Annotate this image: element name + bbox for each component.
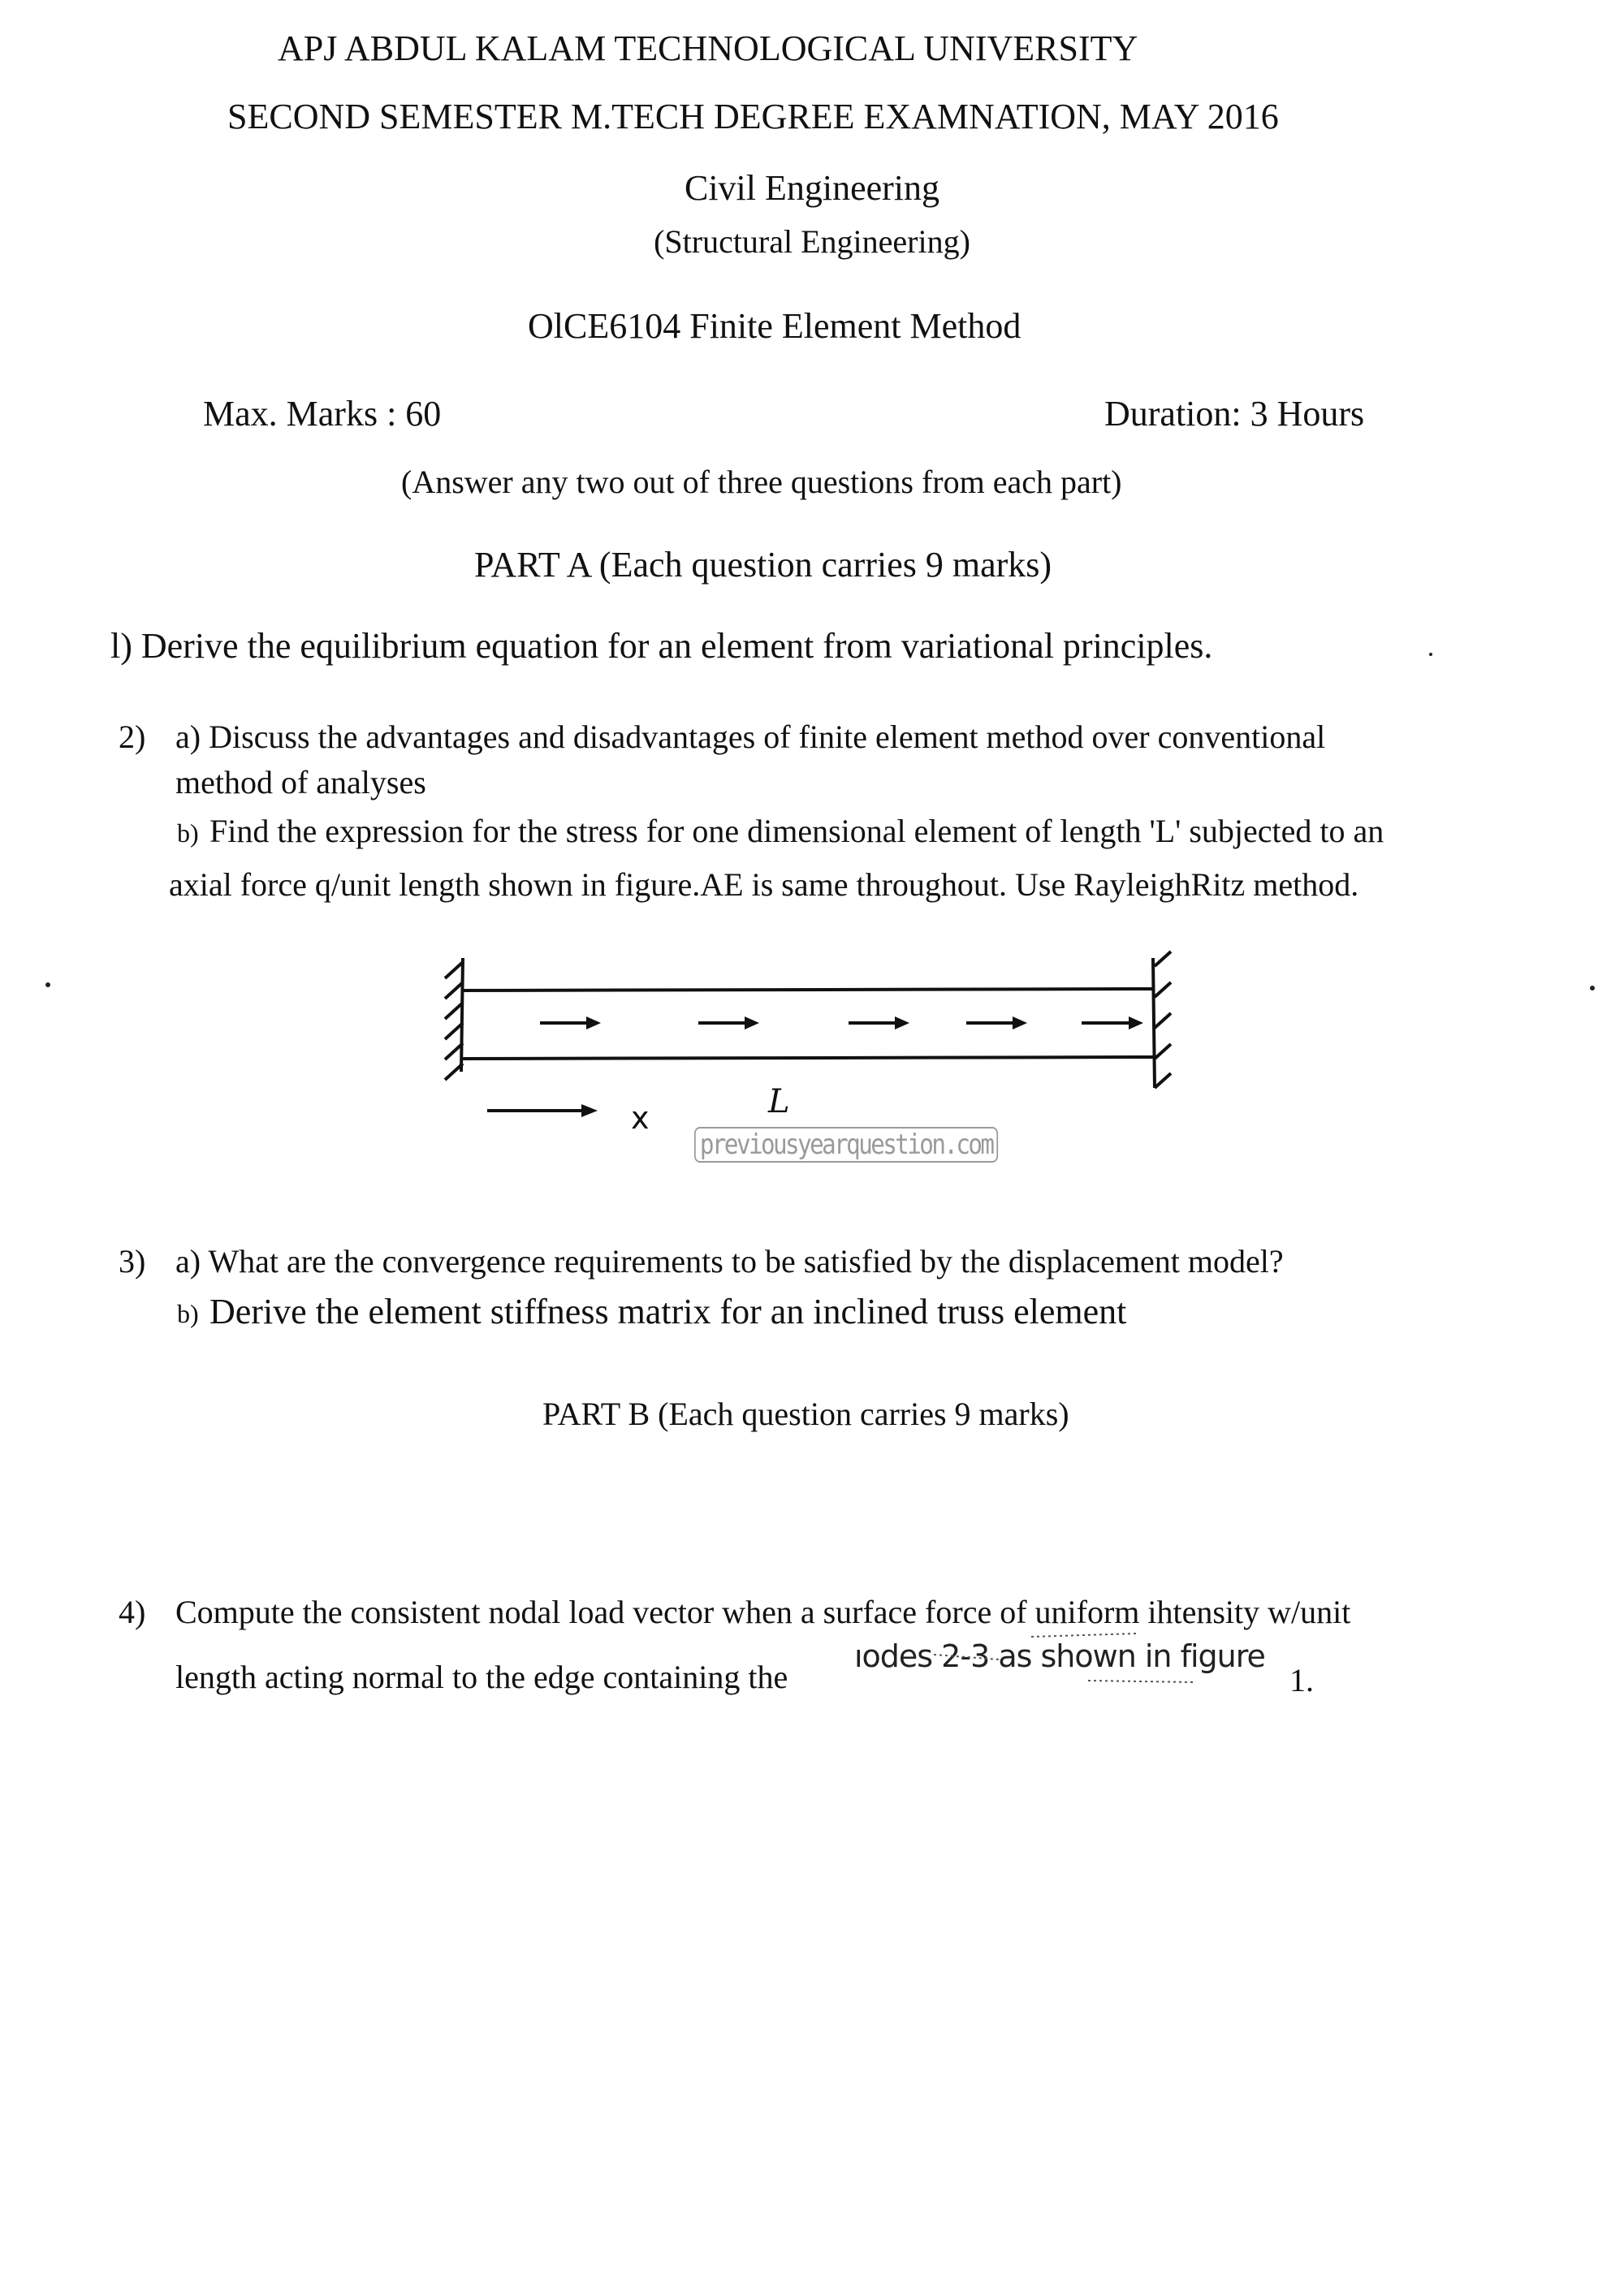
question-4-number: 4) xyxy=(119,1594,146,1630)
scan-noise xyxy=(926,1630,1283,1687)
max-marks: Max. Marks : 60 xyxy=(203,394,442,434)
bar-bottom-edge xyxy=(461,1057,1155,1059)
part-a-title: PART A (Each question carries 9 marks) xyxy=(474,545,1052,585)
stray-dot xyxy=(1429,653,1432,656)
question-2b-line1: Find the expression for the stress for one dimensional element of length 'L' subjected to an xyxy=(209,813,1384,849)
stray-dot xyxy=(1590,986,1595,990)
university-name: APJ ABDUL KALAM TECHNOLOGICAL UNIVERSITY xyxy=(278,28,1138,68)
left-support-line xyxy=(461,958,463,1072)
question-4-line1: Compute the consistent nodal load vector when a surface force of uniform ihtensity w/unit xyxy=(175,1594,1351,1630)
question-2a-line2: method of analyses xyxy=(175,764,426,801)
question-4-line2-end: 1. xyxy=(1289,1662,1314,1698)
question-3-number: 3) xyxy=(119,1243,146,1280)
question-1: l) Derive the equilibrium equation for an element from variational principles. xyxy=(110,626,1213,666)
bar-top-edge xyxy=(461,989,1153,990)
watermark-text: previousyearquestion.com xyxy=(699,1129,993,1161)
part-b-title: PART B (Each question carries 9 marks) xyxy=(542,1396,1069,1432)
question-2-number: 2) xyxy=(119,719,146,755)
question-2b-line2: axial force q/unit length shown in figure.AE is same throughout. Use RayleighRitz method. xyxy=(169,866,1359,903)
x-axis-label: x xyxy=(631,1100,650,1136)
right-support-line xyxy=(1153,958,1155,1088)
branch-name: Civil Engineering xyxy=(684,168,940,208)
exam-title: SECOND SEMESTER M.TECH DEGREE EXAMNATION, MAY 2016 xyxy=(227,97,1279,136)
specialization: (Structural Engineering) xyxy=(654,223,970,260)
question-2b-label: b) xyxy=(177,818,199,848)
watermark xyxy=(694,1127,998,1163)
question-4-scanned-text: ıodes 2-3 as shown in figure xyxy=(854,1638,1265,1674)
question-3a: a) What are the convergence requirements to be satisfied by the displacement model? xyxy=(175,1243,1284,1280)
length-label: L xyxy=(768,1083,790,1120)
stray-dot xyxy=(45,982,50,987)
question-4-line2-start: length acting normal to the edge containing the xyxy=(175,1659,788,1695)
instruction: (Answer any two out of three questions from each part) xyxy=(401,464,1122,500)
question-3b: Derive the element stiffness matrix for an inclined truss element xyxy=(209,1292,1127,1331)
question-3b-label: b) xyxy=(177,1299,199,1328)
duration: Duration: 3 Hours xyxy=(1104,394,1365,434)
course-title: OlCE6104 Finite Element Method xyxy=(528,306,1021,346)
question-2a-line1: a) Discuss the advantages and disadvantages of finite element method over conventional xyxy=(175,719,1326,755)
